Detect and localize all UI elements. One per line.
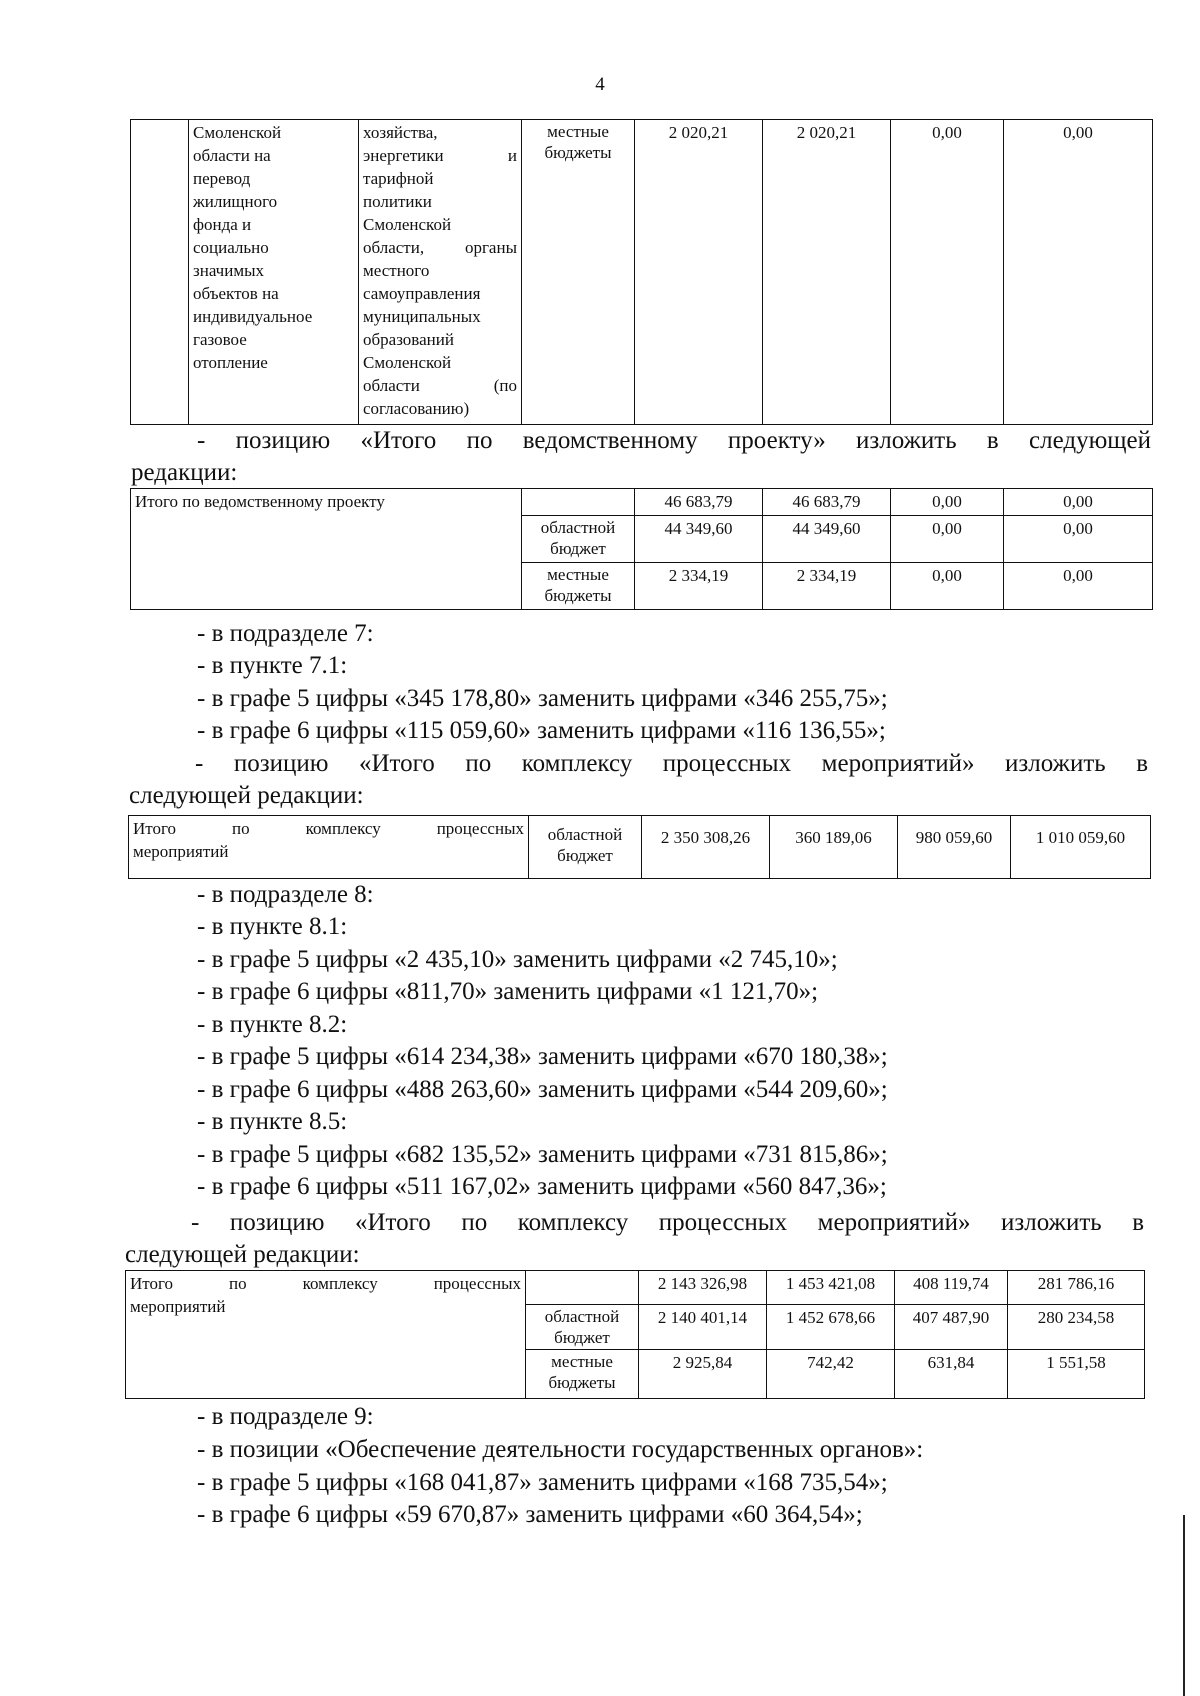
paragraph-line: - позицию «Итого по комплексу процессных мероприятий» изложить в xyxy=(195,750,1148,777)
table-cell-value: 2 020,21 xyxy=(635,120,763,425)
table-cell-source: областной бюджет xyxy=(522,516,635,563)
executor-line: энергетики и xyxy=(363,146,517,165)
table-cell-value: 980 059,60 xyxy=(898,816,1011,879)
label-line: Итого по комплексу процессных xyxy=(130,1274,521,1293)
paragraph-line: редакции: xyxy=(131,459,238,486)
amendment-line: - в графе 6 цифры «511 167,02» заменить цифрами «560 847,36»; xyxy=(197,1173,887,1200)
paragraph-line: следующей редакции: xyxy=(129,782,364,809)
table-cell-value: 360 189,06 xyxy=(770,816,898,879)
measure-line: социально xyxy=(193,238,269,257)
table-cell-value: 2 143 326,98 xyxy=(639,1271,767,1305)
table-cell-value: 46 683,79 xyxy=(635,489,763,516)
executor-line: самоуправления xyxy=(363,284,481,303)
amendment-line: - в пункте 8.5: xyxy=(197,1108,348,1135)
executor-line: муниципальных xyxy=(363,307,481,326)
table-cell-value: 742,42 xyxy=(767,1350,895,1399)
executor-line: Смоленской xyxy=(363,353,452,372)
table-cell-source: областной бюджет xyxy=(526,1305,639,1350)
label-line: мероприятий xyxy=(130,1297,226,1316)
amendment-line: - в позиции «Обеспечение деятельности государственных органов»: xyxy=(197,1436,924,1463)
amendment-line: - в графе 6 цифры «488 263,60» заменить цифрами «544 209,60»; xyxy=(197,1076,888,1103)
amendment-line: - в графе 5 цифры «682 135,52» заменить цифрами «731 815,86»; xyxy=(197,1141,888,1168)
table-cell-value: 2 925,84 xyxy=(639,1350,767,1399)
table-cell-value: 0,00 xyxy=(891,489,1004,516)
table-cell-value: 2 020,21 xyxy=(763,120,891,425)
table-cell-value: 2 334,19 xyxy=(763,563,891,610)
table-cell-value: 631,84 xyxy=(895,1350,1008,1399)
table-cell-value: 2 334,19 xyxy=(635,563,763,610)
table-cell-value: 0,00 xyxy=(891,563,1004,610)
table-cell-value: 44 349,60 xyxy=(763,516,891,563)
executor-line: Смоленской xyxy=(363,215,452,234)
table-cell-value: 2 140 401,14 xyxy=(639,1305,767,1350)
paragraph-itogo-kompleks-2 xyxy=(125,1207,1144,1271)
table-cell-value: 0,00 xyxy=(1004,120,1153,425)
measure-line: фонда и xyxy=(193,215,252,234)
table-gas-heating-row xyxy=(130,119,1153,425)
measure-line: Смоленской xyxy=(193,123,282,142)
table-cell-value: 0,00 xyxy=(1004,489,1153,516)
table-cell-value: 0,00 xyxy=(891,516,1004,563)
executor-line: политики xyxy=(363,192,432,211)
table-row-label xyxy=(129,816,529,879)
paragraph-line: - позицию «Итого по ведомственному проекту» изложить в следующей xyxy=(197,427,1151,454)
label-line: Итого по комплексу процессных xyxy=(133,819,524,838)
amendment-line: - в пункте 8.2: xyxy=(197,1011,348,1038)
source-line: местные xyxy=(547,122,609,141)
table-cell-value: 2 350 308,26 xyxy=(642,816,770,879)
table-cell-source xyxy=(526,1271,639,1305)
table-cell-source: местные бюджеты xyxy=(522,563,635,610)
amendment-line: - в графе 5 цифры «614 234,38» заменить цифрами «670 180,38»; xyxy=(197,1043,888,1070)
paragraph-itogo-kompleks xyxy=(129,748,1148,812)
table-cell-executor xyxy=(359,120,522,425)
table-cell-value: 1 010 059,60 xyxy=(1011,816,1151,879)
amendment-line: - в пункте 7.1: xyxy=(197,652,348,679)
amendment-line: - в графе 6 цифры «115 059,60» заменить цифрами «116 136,55»; xyxy=(197,717,886,744)
amendment-line: - в графе 5 цифры «2 435,10» заменить цифрами «2 745,10»; xyxy=(197,946,838,973)
amendment-line: - в графе 5 цифры «345 178,80» заменить цифрами «346 255,75»; xyxy=(197,685,888,712)
table-itogo-kompleks-2 xyxy=(125,1270,1145,1399)
executor-line: хозяйства, xyxy=(363,123,438,142)
executor-line: образований xyxy=(363,330,454,349)
table-cell-value: 44 349,60 xyxy=(635,516,763,563)
paragraph-line: следующей редакции: xyxy=(125,1241,360,1268)
paragraph-itogo-vedomstv xyxy=(131,425,1151,489)
amendment-line: - в подразделе 7: xyxy=(197,620,374,647)
amendment-line: - в графе 5 цифры «168 041,87» заменить цифрами «168 735,54»; xyxy=(197,1469,888,1496)
table-itogo-vedomstv xyxy=(130,488,1153,610)
table-cell-source xyxy=(522,120,635,425)
table-cell-source: областной бюджет xyxy=(529,816,642,879)
table-cell-value: 46 683,79 xyxy=(763,489,891,516)
table-cell-value: 0,00 xyxy=(1004,563,1153,610)
table-cell-value: 0,00 xyxy=(891,120,1004,425)
table-itogo-kompleks-1 xyxy=(128,815,1151,879)
table-cell-value: 407 487,90 xyxy=(895,1305,1008,1350)
amendment-line: - в графе 6 цифры «59 670,87» заменить цифрами «60 364,54»; xyxy=(197,1501,863,1528)
amendment-line: - в пункте 8.1: xyxy=(197,913,348,940)
table-cell-value: 1 551,58 xyxy=(1008,1350,1145,1399)
table-cell-value: 408 119,74 xyxy=(895,1271,1008,1305)
table-cell-value: 280 234,58 xyxy=(1008,1305,1145,1350)
table-cell-value: 281 786,16 xyxy=(1008,1271,1145,1305)
page-number: 4 xyxy=(595,74,605,95)
table-row-label xyxy=(126,1271,526,1399)
table-cell-source xyxy=(522,489,635,516)
table-cell-value: 1 452 678,66 xyxy=(767,1305,895,1350)
executor-line: тарифной xyxy=(363,169,434,188)
measure-line: газовое xyxy=(193,330,247,349)
executor-line: области, органы xyxy=(363,238,517,257)
table-cell-number xyxy=(131,120,189,425)
measure-line: индивидуальное xyxy=(193,307,313,326)
amendment-line: - в подразделе 8: xyxy=(197,881,374,908)
table-cell-value: 0,00 xyxy=(1004,516,1153,563)
table-cell-value: 1 453 421,08 xyxy=(767,1271,895,1305)
amendment-line: - в графе 6 цифры «811,70» заменить цифрами «1 121,70»; xyxy=(197,978,819,1005)
measure-line: области на xyxy=(193,146,271,165)
source-line: бюджеты xyxy=(544,143,612,162)
table-cell-measure xyxy=(189,120,359,425)
label-line: мероприятий xyxy=(133,842,229,861)
measure-line: значимых xyxy=(193,261,265,280)
measure-line: объектов на xyxy=(193,284,279,303)
executor-line: местного xyxy=(363,261,430,280)
paragraph-line: - позицию «Итого по комплексу процессных мероприятий» изложить в xyxy=(191,1209,1144,1236)
table-cell-source: местные бюджеты xyxy=(526,1350,639,1399)
measure-line: отопление xyxy=(193,353,268,372)
measure-line: перевод xyxy=(193,169,251,188)
measure-line: жилищного xyxy=(193,192,278,211)
table-row-label: Итого по ведомственному проекту xyxy=(131,489,522,610)
amendment-line: - в подразделе 9: xyxy=(197,1403,374,1430)
scan-edge-line xyxy=(1183,1515,1185,1696)
executor-line: области (по xyxy=(363,376,517,395)
executor-line: согласованию) xyxy=(363,399,470,418)
